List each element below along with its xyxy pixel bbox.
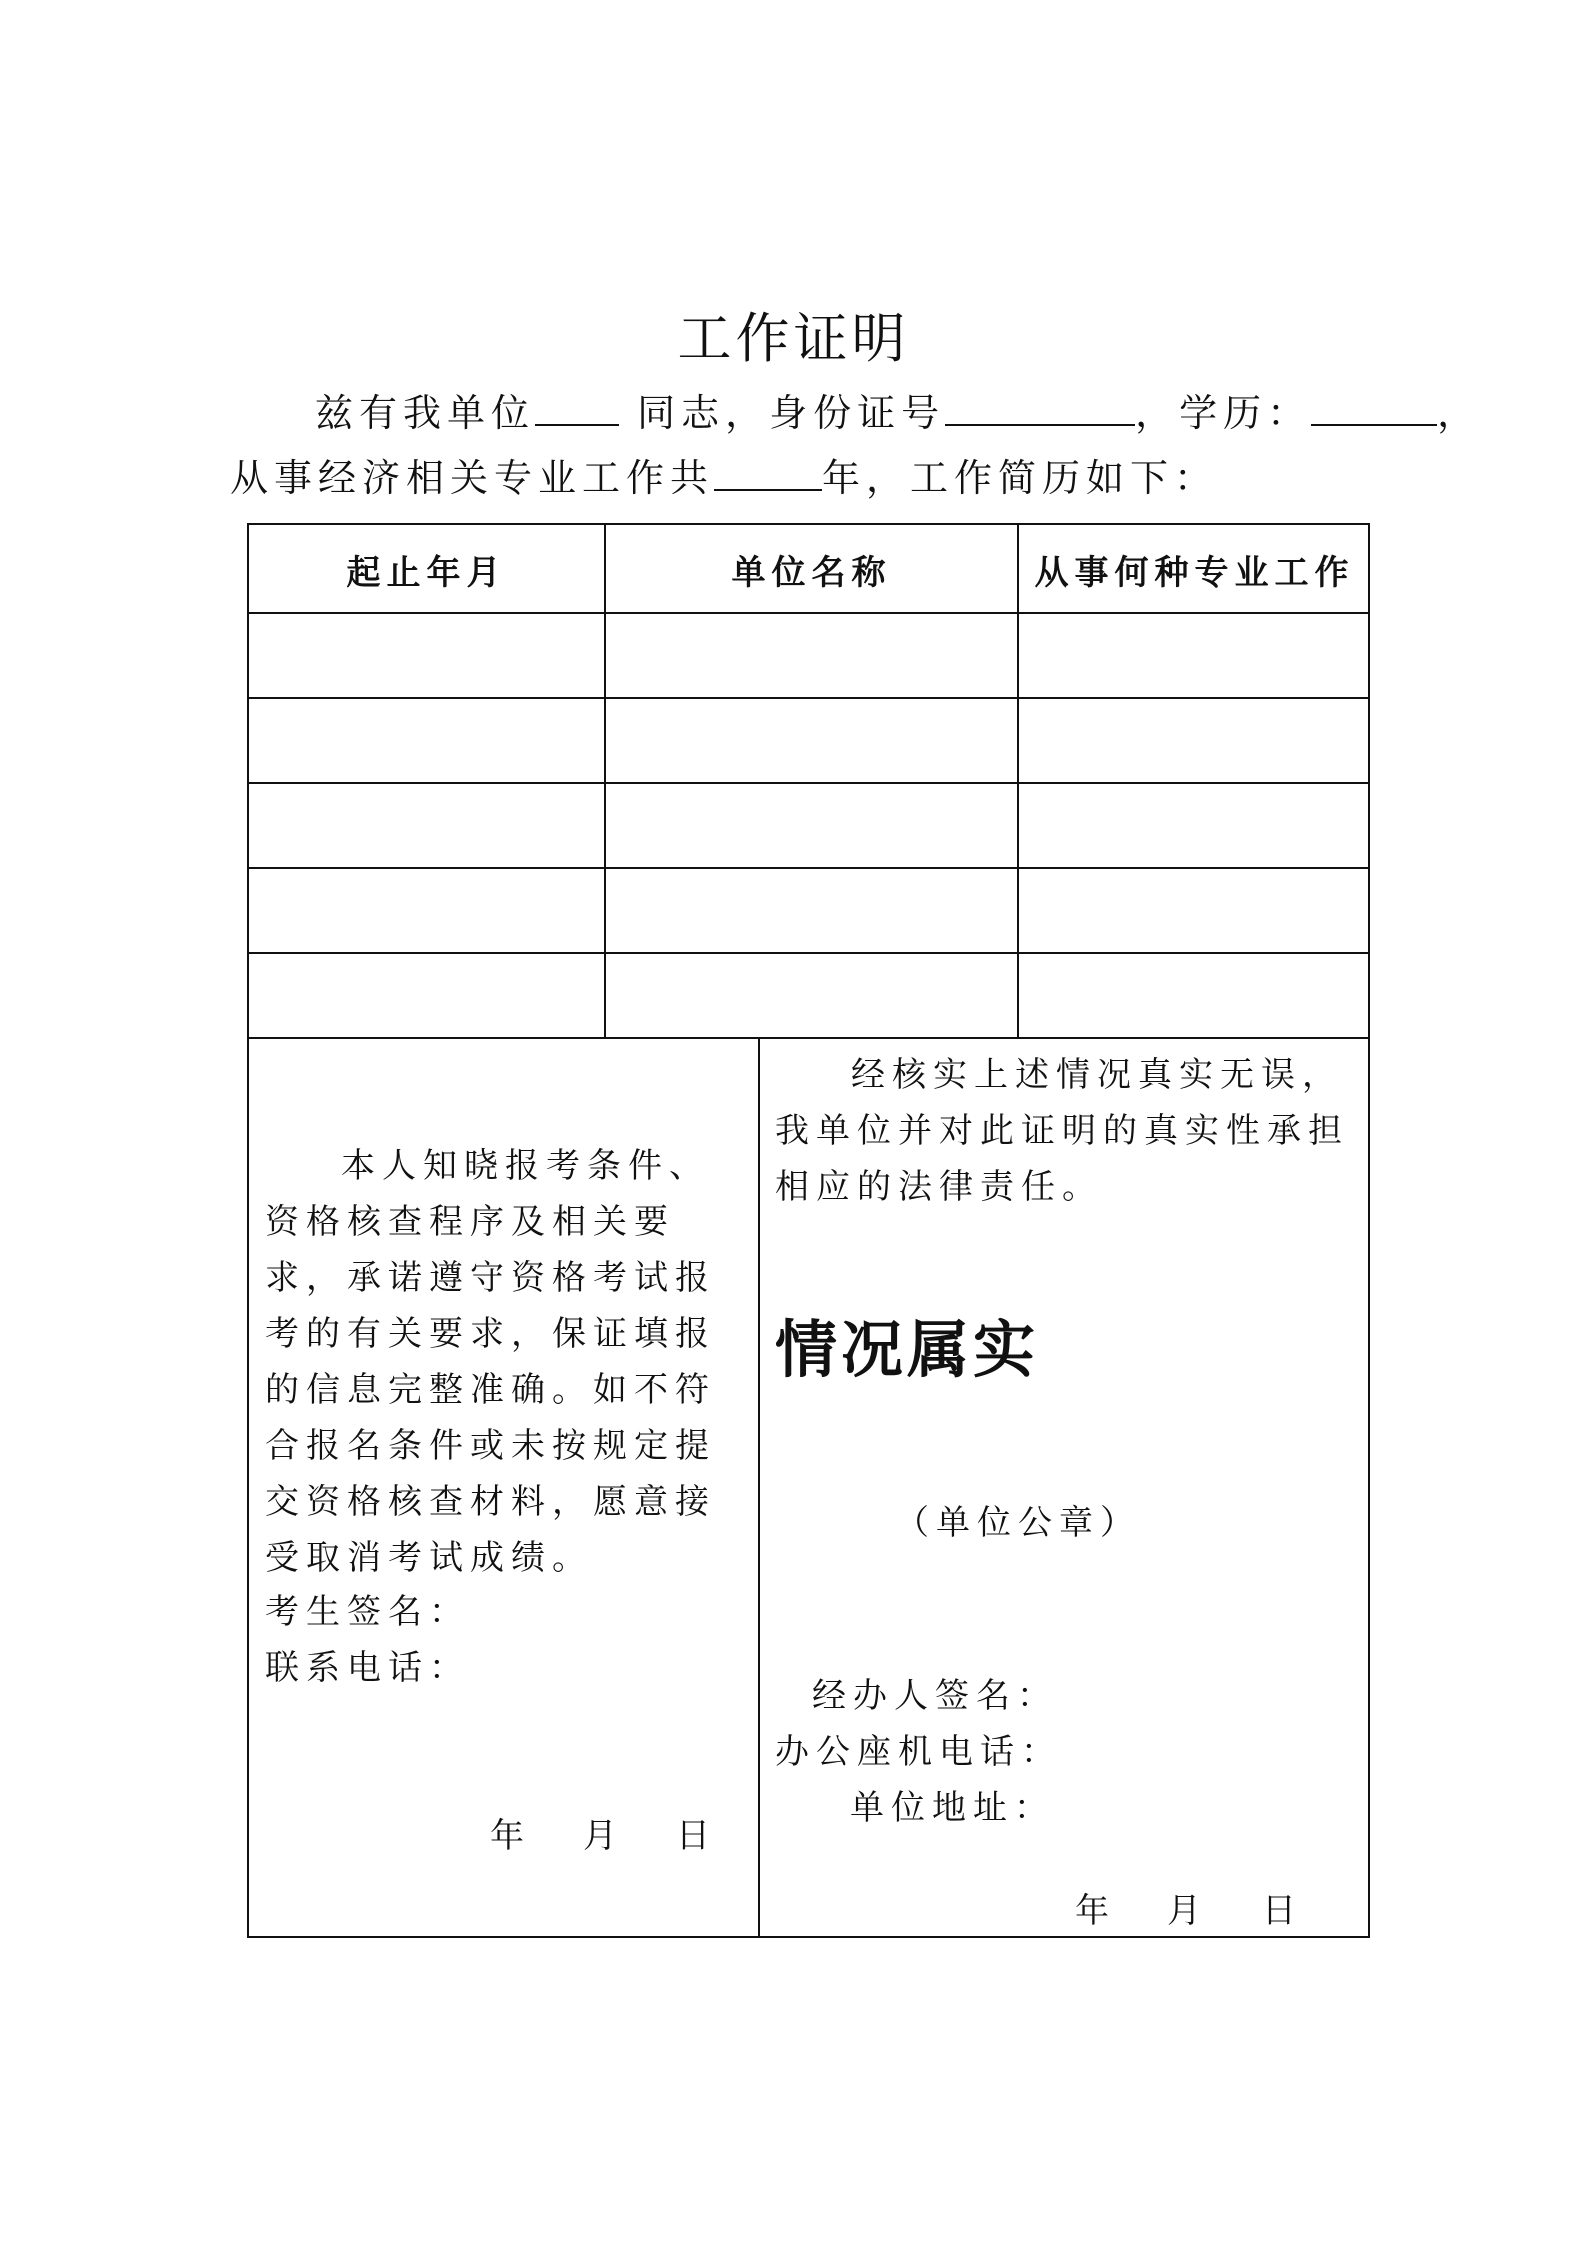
table-bottom-divider bbox=[247, 1037, 1370, 1039]
id-number-blank[interactable] bbox=[945, 394, 1135, 426]
verified-text: 情况属实 bbox=[775, 1313, 1040, 1386]
intro-text-education: ，学历： bbox=[1135, 391, 1312, 435]
candidate-date-day: 日 bbox=[676, 1816, 717, 1856]
header-employer: 单位名称 bbox=[731, 552, 892, 593]
employer-statement: 经核实上述情况真实无误，我单位并对此证明的真实性承担相应的法律责任。 bbox=[775, 1055, 1349, 1207]
table-row[interactable] bbox=[249, 954, 1368, 1037]
seal-label: （单位公章） bbox=[895, 1503, 1141, 1543]
employer-date-day: 日 bbox=[1262, 1891, 1303, 1931]
unit-address-label: 单位地址： bbox=[850, 1788, 1055, 1828]
employer-date-month: 月 bbox=[1167, 1891, 1208, 1931]
table-row[interactable] bbox=[249, 699, 1368, 782]
table-row[interactable] bbox=[249, 784, 1368, 867]
intro-text-unit: 兹有我单位 bbox=[315, 391, 536, 435]
name-blank[interactable] bbox=[535, 394, 619, 426]
office-phone-label: 办公座机电话： bbox=[775, 1732, 1062, 1772]
education-blank[interactable] bbox=[1311, 394, 1437, 426]
intro-text-resume: 年，工作简历如下： bbox=[822, 456, 1219, 500]
handler-signature-label: 经办人签名： bbox=[812, 1676, 1058, 1716]
candidate-statement: 本人知晓报考条件、资格核查程序及相关要求，承诺遵守资格考试报考的有关要求，保证填报的信息完整准确。如不符合报名条件或未按规定提交资格核查材料，愿意接受取消考试成绩。 bbox=[265, 1146, 716, 1578]
header-specialty: 从事何种专业工作 bbox=[1034, 552, 1355, 593]
intro-line-1 bbox=[315, 382, 1481, 437]
candidate-date-month: 月 bbox=[583, 1816, 624, 1856]
intro-text-work: 从事经济相关专业工作共 bbox=[230, 456, 715, 500]
candidate-date-year: 年 bbox=[490, 1816, 531, 1856]
intro-text-end: ， bbox=[1437, 391, 1482, 435]
header-period: 起止年月 bbox=[346, 552, 507, 593]
table-row[interactable] bbox=[249, 869, 1368, 952]
employer-date-year: 年 bbox=[1075, 1891, 1116, 1931]
table-row[interactable] bbox=[249, 614, 1368, 697]
years-blank[interactable] bbox=[714, 459, 822, 491]
intro-text-id: 同志，身份证号 bbox=[637, 391, 946, 435]
panel-divider bbox=[758, 1037, 760, 1938]
intro-line-2 bbox=[230, 447, 1218, 502]
candidate-signature-label: 考生签名： bbox=[265, 1592, 470, 1632]
candidate-phone-label: 联系电话： bbox=[265, 1648, 470, 1688]
document-title: 工作证明 bbox=[677, 307, 910, 370]
